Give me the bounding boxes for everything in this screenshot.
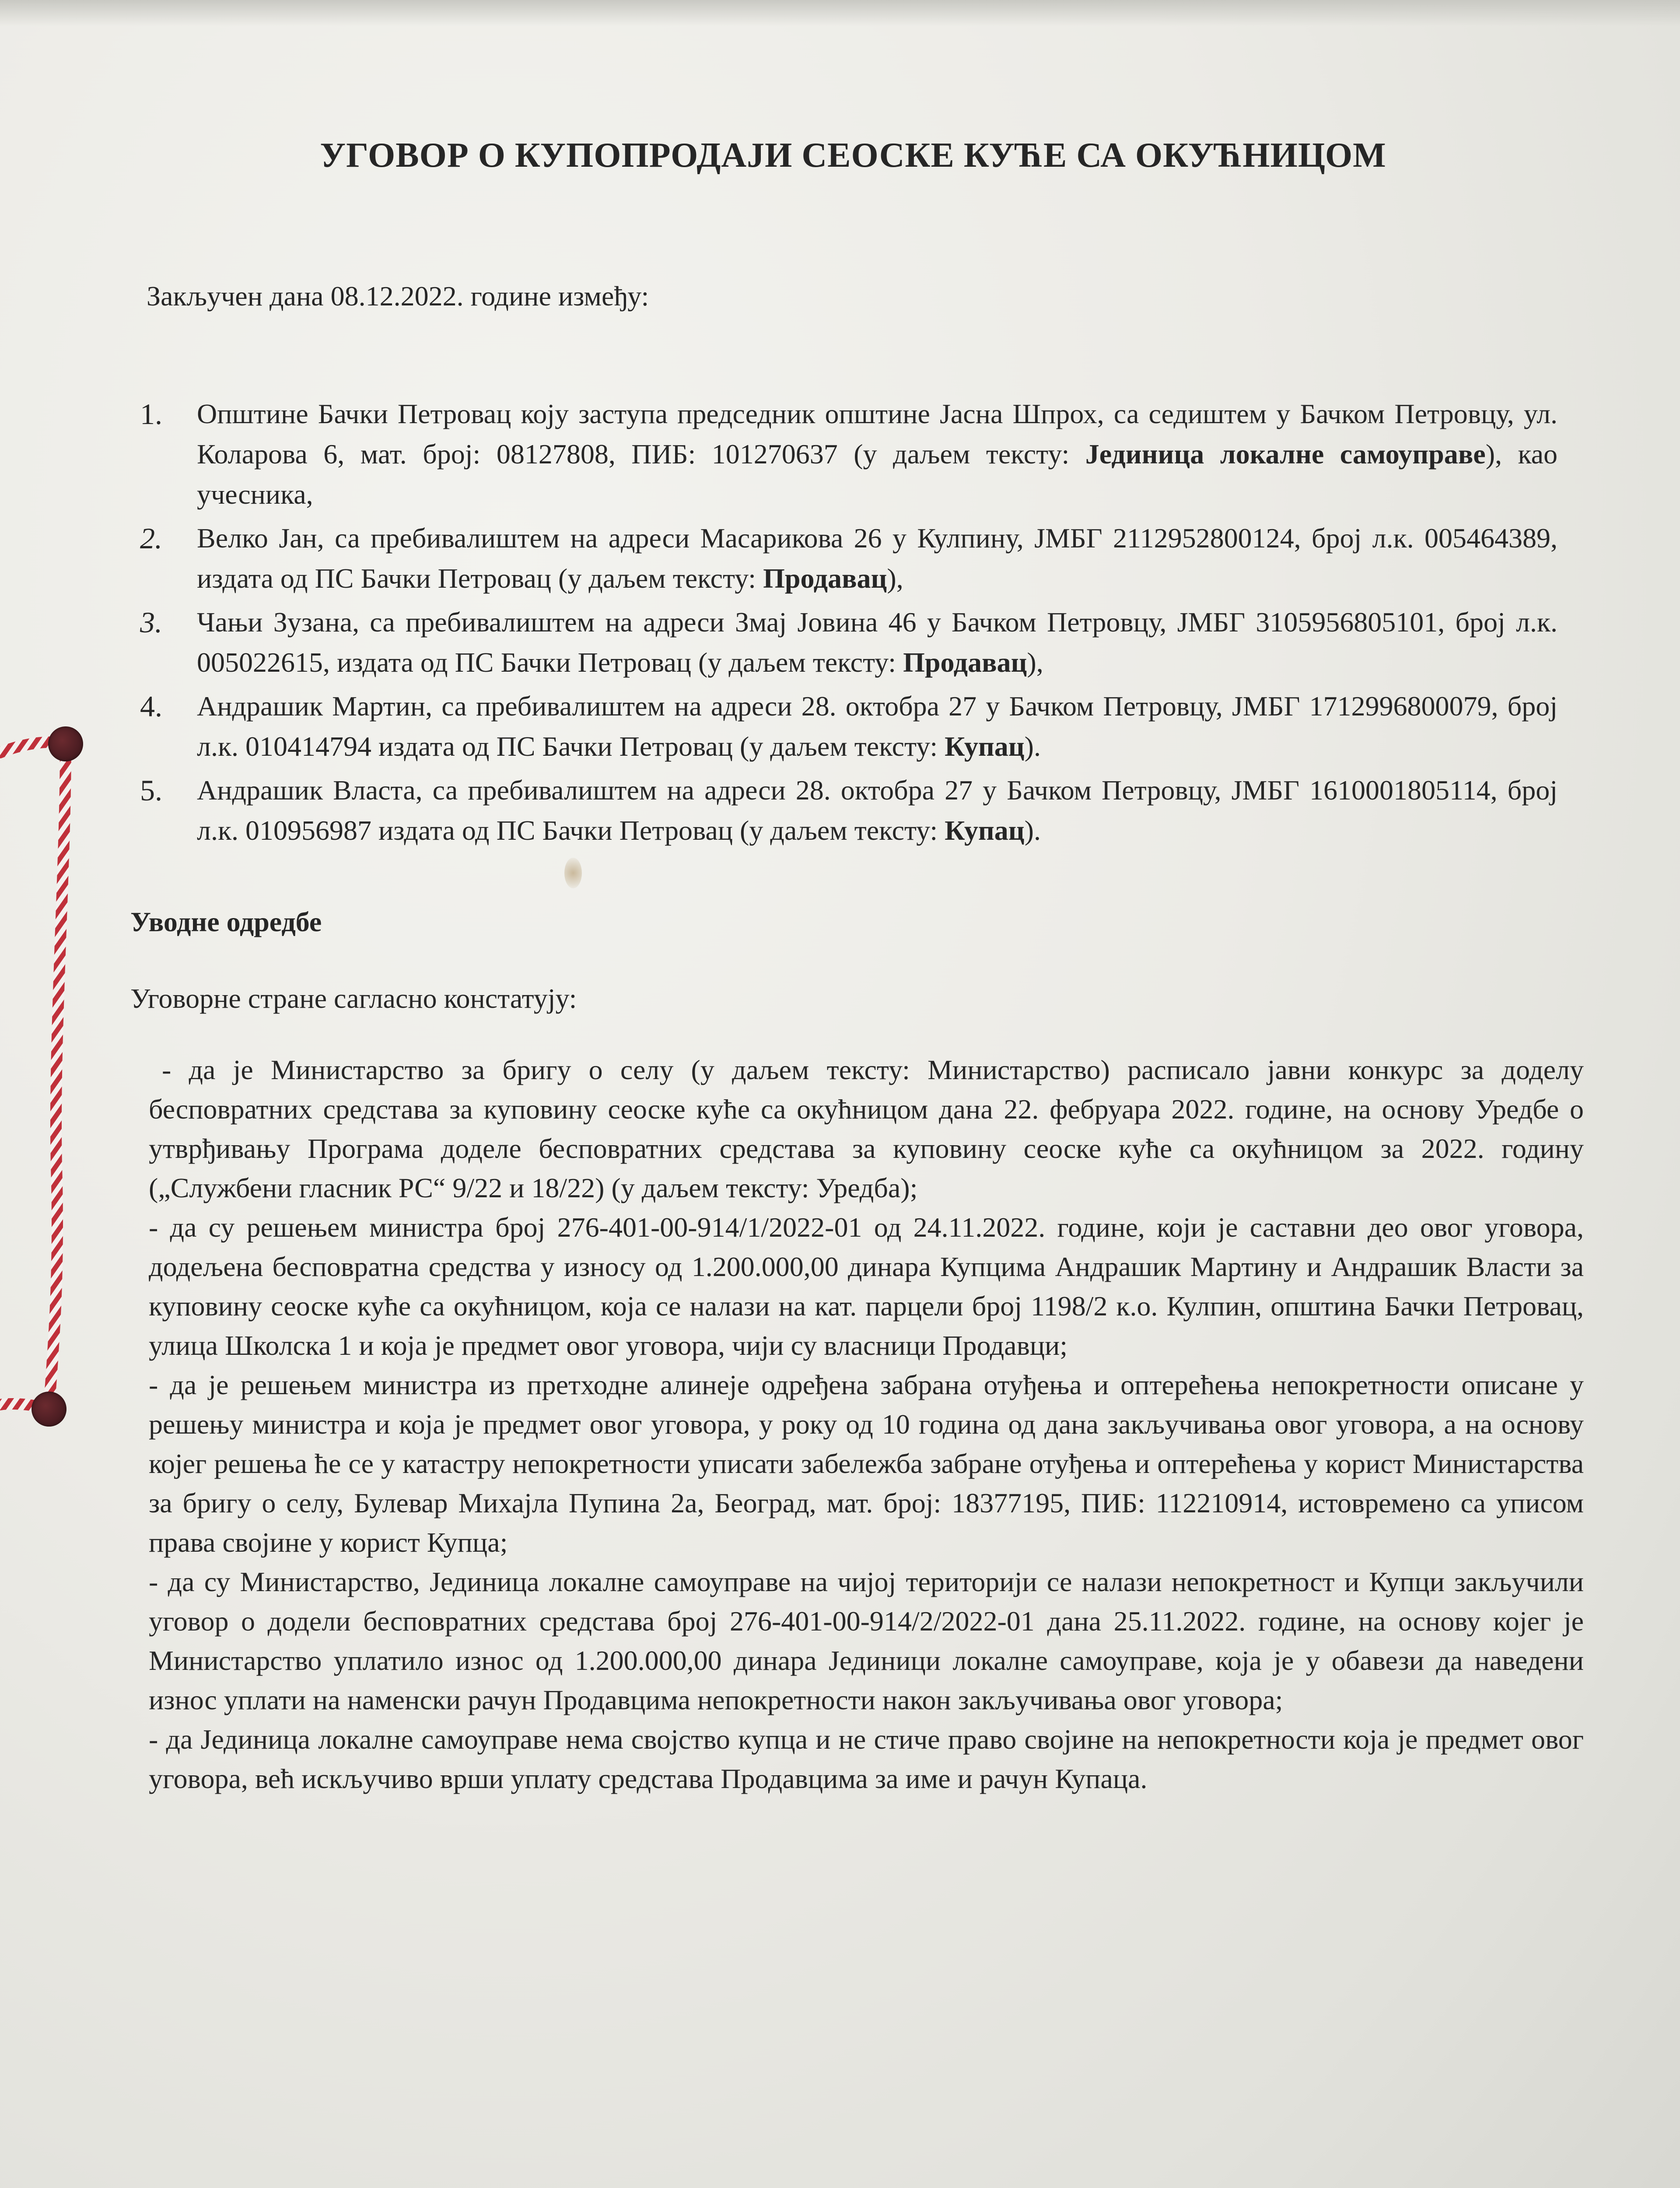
party-text-before: Велко Јан, са пребивалиштем на адреси Масарикова 26 у Кулпину, ЈМБГ 2112952800124, број л.к. 005464389, издата од ПС Бачки Петровац (у даљем тексту: xyxy=(197,522,1558,594)
party-text-before: Општине Бачки Петровац коју заступа председник општине Јасна Шпрох, са седиштем у Бачком Петровцу, ул. Коларова 6, мат. број: 08127808, ПИБ: 101270637 (у даљем тексту: xyxy=(197,398,1558,470)
date-line: Закључен дана 08.12.2022. године између: xyxy=(147,281,649,312)
party-role: Купац xyxy=(945,815,1025,846)
party-text-after: ), као учесника, xyxy=(197,438,1558,510)
party-number: 2. xyxy=(140,522,162,555)
party-text-before: Андрашик Власта, са пребивалиштем на адреси 28. октобра 27 у Бачком Петровцу, ЈМБГ 1610001805114, број л.к. 010956987 издата од ПС Бачки Петровац (у даљем тексту: xyxy=(197,775,1558,846)
intro-line: Уговорне стране сагласно констатују: xyxy=(130,983,577,1014)
party-text xyxy=(197,602,1558,683)
clause-paragraph: - да је Министарство за бригу о селу (у даљем тексту: Министарство) расписало јавни конкурс за доделу бесповратних средстава за куповину сеоске куће са окућницом дана 22. фебруара 2022. године, на основу Уредбе о утврђивању Програма доделе бесповратних средстава за куповину сеоске куће са окућницом за 2022. годину („Службени гласник РС“ 9/22 и 18/22) (у даљем тексту: Уредба); xyxy=(149,1054,1584,1203)
party-number: 4. xyxy=(140,690,162,723)
party-text-after: ), xyxy=(887,563,903,594)
party-number: 3. xyxy=(140,606,162,639)
party-item xyxy=(122,602,1558,683)
party-item xyxy=(122,686,1558,767)
party-text xyxy=(197,686,1558,767)
party-item xyxy=(122,394,1558,515)
document-title: УГОВОР О КУПОПРОДАЈИ СЕОСКЕ КУЋЕ СА ОКУЋНИЦОМ xyxy=(320,136,1386,175)
party-role: Јединица локалне самоуправе xyxy=(1085,438,1486,470)
party-text-before: Андрашик Мартин, са пребивалиштем на адреси 28. октобра 27 у Бачком Петровцу, ЈМБГ 1712996800079, број л.к. 010414794 издата од ПС Бачки Петровац (у даљем тексту: xyxy=(197,691,1558,762)
party-item xyxy=(122,770,1558,851)
party-role: Продавац xyxy=(903,647,1027,678)
party-text-before: Чањи Зузана, са пребивалиштем на адреси Змај Јовина 46 у Бачком Петровцу, ЈМБГ 3105956805101, број л.к. 005022615, издата од ПС Бачки Петровац (у даљем тексту: xyxy=(197,607,1558,678)
party-item xyxy=(122,518,1558,599)
clause-paragraph: - да су решењем министра број 276-401-00-914/1/2022-01 од 24.11.2022. године, који је саставни део овог уговора, додељена бесповратна средства у износу од 1.200.000,00 динара Купцима Андрашик Мартину и Андрашик Власти за куповину сеоске куће са окућницом, која се налази на кат. парцели број 1198/2 к.о. Кулпин, општина Бачки Петровац, улица Школска 1 и која је предмет овог уговора, чији су власници Продавци; xyxy=(149,1212,1584,1361)
parties-list xyxy=(122,394,1558,854)
clauses-block xyxy=(149,1050,1584,1799)
party-role: Продавац xyxy=(763,563,887,594)
party-text xyxy=(197,394,1558,515)
party-text-after: ), xyxy=(1027,647,1043,678)
clause-paragraph: - да је решењем министра из претходне алинеје одређена забрана отуђења и оптерећења непокретности описане у решењу министра и која је предмет овог уговора, у року од 10 година од дана закључивања овог уговора, а на основу којег решења ће се у катастру непокретности уписати забележба забране отуђења и оптерећења у корист Министарства за бригу о селу, Булевар Михајла Пупина 2а, Београд, мат. број: 18377195, ПИБ: 112210914, истовремено са уписом права својине у корист Купца; xyxy=(149,1369,1584,1558)
party-text-after: ). xyxy=(1024,815,1041,846)
section-title: Уводне одредбе xyxy=(130,906,322,937)
clause-paragraph: - да су Министарство, Јединица локалне самоуправе на чијој територији се налази непокретност и Купци закључили уговор о додели бесповратних средстава број 276-401-00-914/2/2022-01 дана 25.11.2022. године, на основу којег је Министарство уплатило износ од 1.200.000,00 динара Јединици локалне самоуправе, која је у обавези да наведени износ уплати на наменски рачун Продавцима непокретности након закључивања овог уговора; xyxy=(149,1566,1584,1715)
party-text xyxy=(197,770,1558,851)
party-number: 5. xyxy=(140,774,162,807)
party-role: Купац xyxy=(945,731,1025,762)
party-number: 1. xyxy=(140,397,162,431)
party-text xyxy=(197,518,1558,599)
party-text-after: ). xyxy=(1024,731,1041,762)
clause-paragraph: - да Јединица локалне самоуправе нема својство купца и не стиче право својине на непокретности која је предмет овог уговора, већ искључиво врши уплату средстава Продавцима за име и рачун Купаца. xyxy=(149,1724,1584,1794)
